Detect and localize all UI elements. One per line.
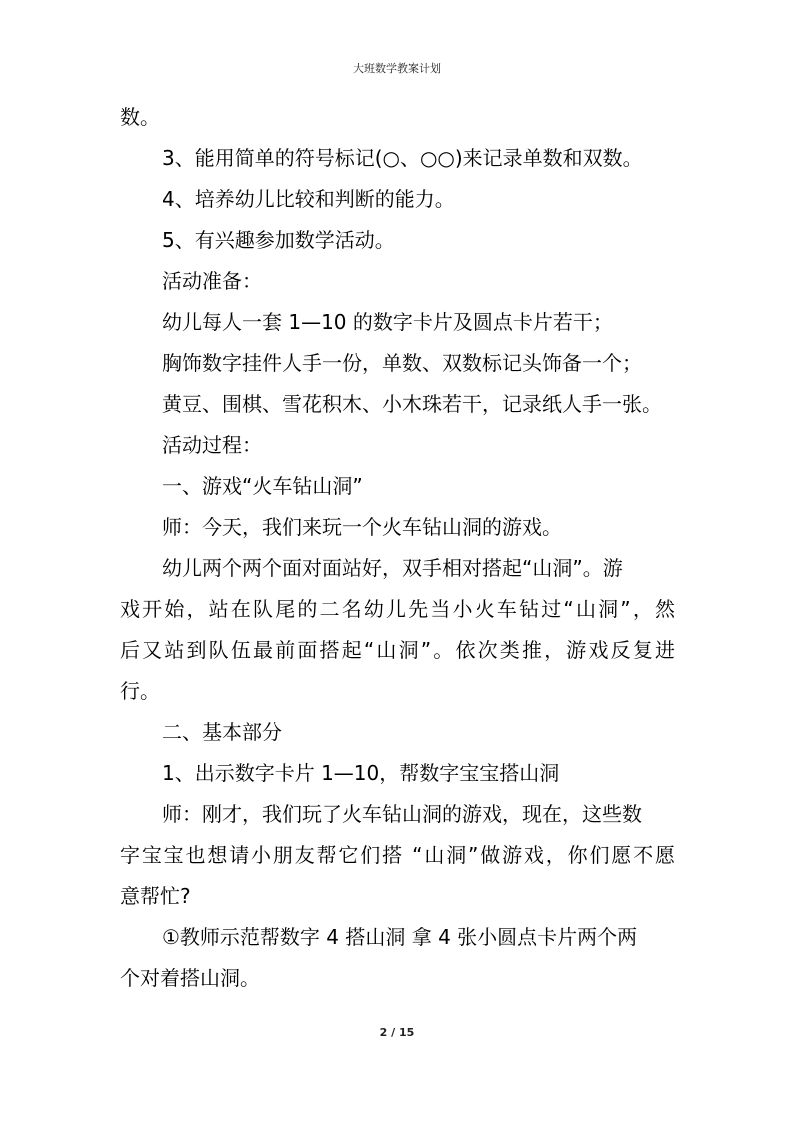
paragraph-line: 幼儿两个两个面对面站好，双手相对搭起“山洞”。游 — [162, 556, 623, 580]
paragraph-line: 后又站到队伍最前面搭起“山洞”。依次类推，游戏反复进 — [120, 638, 675, 662]
paragraph-line: ①教师示范帮数字 4 搭山洞 拿 4 张小圆点卡片两个两 — [162, 925, 638, 949]
paragraph-line: 黄豆、围棋、雪花积木、小木珠若干，记录纸人手一张。 — [162, 392, 662, 416]
paragraph-line: 幼儿每人一套 1—10 的数字卡片及圆点卡片若干； — [162, 310, 613, 334]
paragraph-line: 胸饰数字挂件人手一份，单数、双数标记头饰备一个； — [162, 351, 642, 375]
section-heading: 二、基本部分 — [162, 720, 282, 744]
paragraph-line: 5、有兴趣参加数学活动。 — [162, 228, 395, 252]
paragraph-line: 行。 — [120, 679, 160, 703]
page-header: 大班数学教案计划 — [353, 62, 441, 75]
section-heading: 一、游戏“火车钻山洞” — [162, 474, 363, 498]
paragraph-line: 师：刚才，我们玩了火车钻山洞的游戏，现在，这些数 — [162, 802, 642, 826]
paragraph-line: 戏开始，站在队尾的二名幼儿先当小火车钻过“山洞”，然 — [120, 597, 675, 621]
paragraph-line: 3、能用简单的符号标记(○、○○)来记录单数和双数。 — [162, 146, 643, 170]
paragraph-line: 1、出示数字卡片 1—10，帮数字宝宝搭山洞 — [162, 761, 560, 785]
document-body — [120, 97, 675, 999]
paragraph-line: 字宝宝也想请小朋友帮它们搭 “山洞”做游戏，你们愿不愿 — [120, 843, 675, 867]
paragraph-line: 师：今天，我们来玩一个火车钻山洞的游戏。 — [162, 515, 562, 539]
paragraph-line: 意帮忙? — [120, 884, 191, 908]
paragraph-line: 4、培养幼儿比较和判断的能力。 — [162, 187, 455, 211]
paragraph-line: 个对着搭山洞。 — [120, 966, 260, 990]
section-heading: 活动准备： — [162, 269, 262, 293]
page-number: 2 / 15 — [379, 1026, 415, 1039]
section-heading: 活动过程： — [162, 433, 262, 457]
paragraph-line: 数。 — [120, 105, 160, 129]
